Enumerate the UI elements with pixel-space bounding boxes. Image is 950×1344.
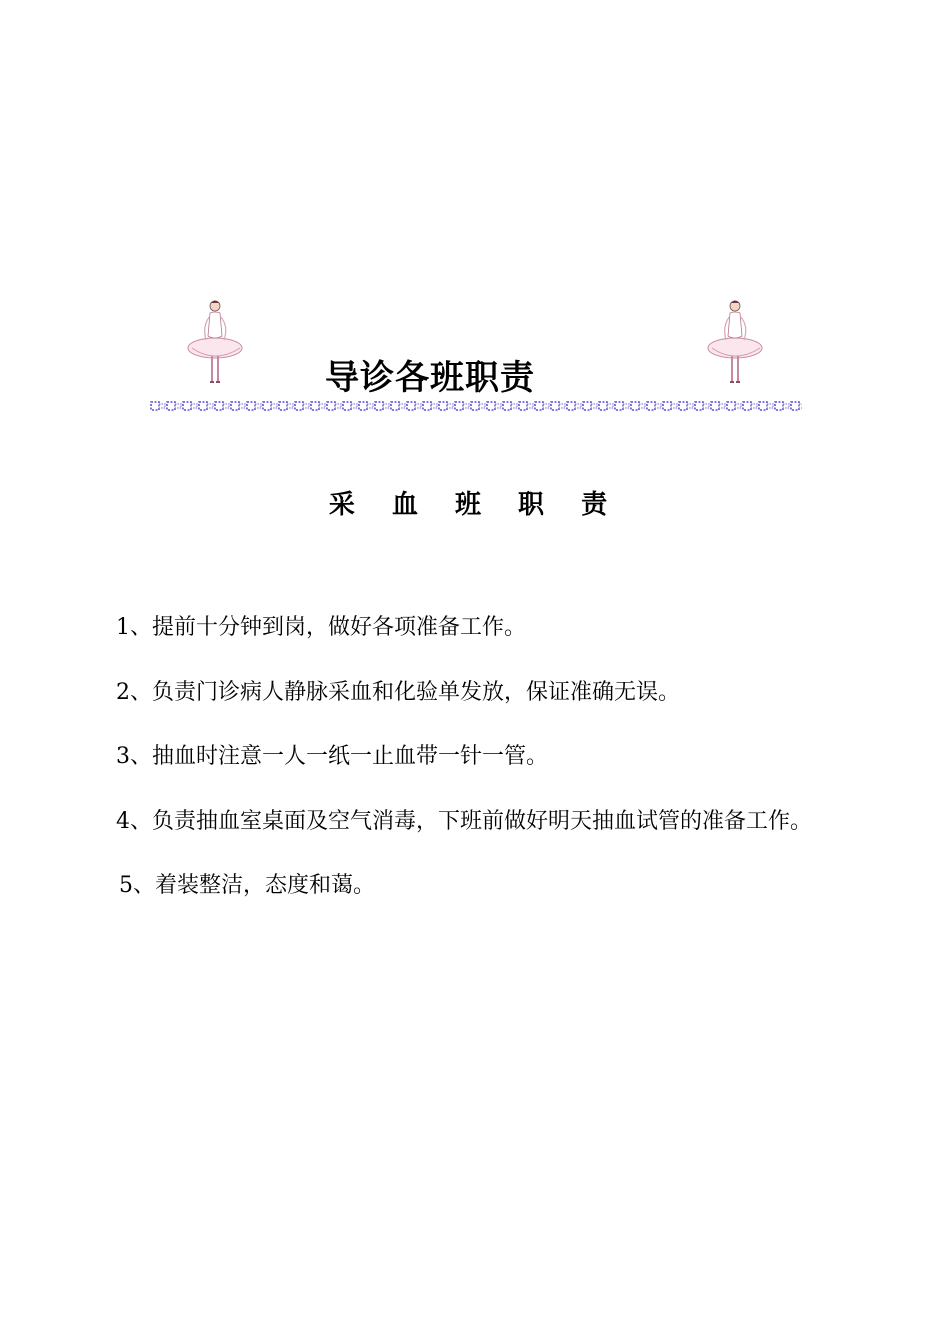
- main-title: 导诊各班职责: [325, 358, 535, 398]
- duty-item: 4、负责抽血室桌面及空气消毒，下班前做好明天抽血试管的准备工作。: [116, 808, 812, 834]
- duty-item: 3、抽血时注意一人一纸一止血带一针一管。: [116, 744, 548, 769]
- section-title-text: 采 血 班 职 责: [328, 490, 622, 520]
- ballerina-icon: [184, 296, 248, 388]
- ballerina-icon: [704, 296, 768, 388]
- section-title: [0, 484, 950, 521]
- duty-item: 5、着装整洁，态度和蔼。: [119, 873, 375, 898]
- duty-list: [116, 612, 916, 935]
- duty-item: 2、负责门诊病人静脉采血和化验单发放，保证准确无误。: [116, 679, 680, 705]
- decorative-divider: [150, 398, 802, 414]
- duty-item: 1、提前十分钟到岗，做好各项准备工作。: [116, 615, 526, 640]
